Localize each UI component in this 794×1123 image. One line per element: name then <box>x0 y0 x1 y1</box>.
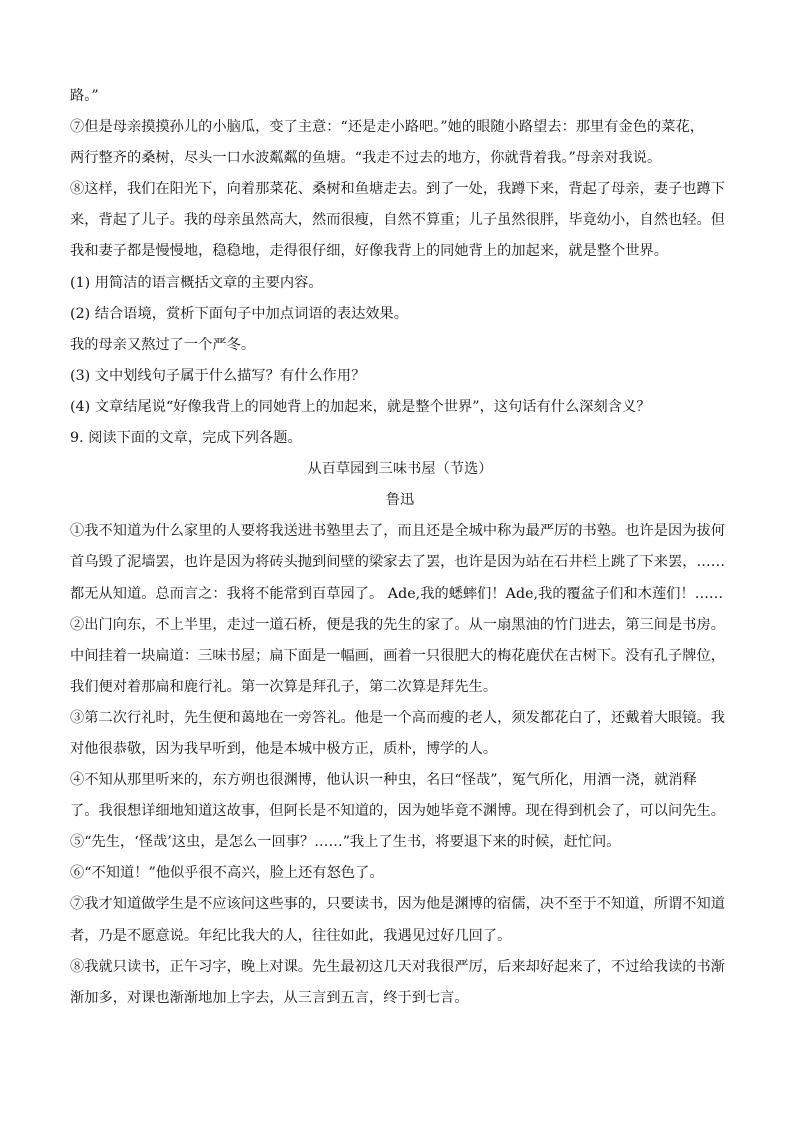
text-line: 对他很恭敬，因为我早听到，他是本城中极方正，质朴，博学的人。 <box>70 740 498 757</box>
text-line: 路。” <box>70 88 99 104</box>
text-line: 者，乃是不愿意说。年纪比我大的人，往往如此，我遇见过好几回了。 <box>70 927 512 944</box>
text-line: ②出门向东，不上半里，走过一道石桥，便是我的先生的家了。从一扇黑油的竹门进去，第三间是书房。 <box>70 616 725 633</box>
text-line: ⑧这样，我们在阳光下，向着那菜花、桑树和鱼塘走去。到了一处，我蹲下来，背起了母亲，妻子也蹲下 <box>70 181 725 198</box>
text-line: 中间挂着一块扁道：三味书屋；扁下面是一幅画，画着一只很肥大的梅花鹿伏在古树下。没有孔子牌位， <box>70 647 725 664</box>
text-line: 我和妻子都是慢慢地，稳稳地，走得很仔细，好像我背上的同她背上的加起来，就是整个世界。 <box>70 243 668 260</box>
text-line: ①我不知道为什么家里的人要将我送进书塾里去了，而且还是全城中称为最严厉的书塾。也许是因为拔何 <box>70 523 725 540</box>
question-1: (1) 用简洁的语言概括文章的主要内容。 <box>70 274 323 291</box>
article-author: 鲁迅 <box>385 492 415 509</box>
text-line: ⑦我才知道做学生是不应该问这些事的，只要读书，因为他是渊博的宿儒，决不至于不知道，所谓不知道 <box>70 896 725 913</box>
text-line: ④不知从那里听来的，东方朔也很渊博，他认识一种虫，名曰“怪哉”，冤气所化，用酒一浇，就消释 <box>70 772 697 789</box>
text-line: ⑦但是母亲摸摸孙儿的小脑瓜，变了主意：“还是走小路吧。”她的眼随小路望去：那里有金色的菜花， <box>70 119 704 136</box>
section-9-heading: 9. 阅读下面的文章，完成下列各题。 <box>70 430 302 447</box>
text-line: 都无从知道。总而言之：我将不能常到百草园了。 Ade,我的蟋蟀们！Ade,我的覆盆子们和木莲们！…… <box>70 585 724 602</box>
text-line: 首乌毁了泥墙罢，也许是因为将砖头抛到间壁的梁家去了罢，也许是因为站在石井栏上跳了下来罢，…… <box>70 554 725 571</box>
question-3: (3) 文中划线句子属于什么描写？有什么作用？ <box>70 367 366 384</box>
document-page <box>70 86 730 1019</box>
question-4: (4) 文章结尾说“好像我背上的同她背上的加起来，就是整个世界”，这句话有什么深刻含义？ <box>70 398 651 415</box>
question-2: (2) 结合语境，赏析下面句子中加点词语的表达效果。 <box>70 305 409 322</box>
text-line: ③第二次行礼时，先生便和蔼地在一旁答礼。他是一个高而瘦的老人，须发都花白了，还戴着大眼镜。我 <box>70 709 725 726</box>
text-line: 渐加多，对课也渐渐地加上字去，从三言到五言，终于到七言。 <box>70 989 469 1006</box>
text-line: 两行整齐的桑树，尽头一口水波粼粼的鱼塘。“我走不过去的地方，你就背着我。”母亲对我说。 <box>70 150 662 167</box>
article-title: 从百草园到三味书屋（节选） <box>307 461 493 478</box>
text-line: ⑥“不知道！”他似乎很不高兴，脸上还有怒色了。 <box>70 865 384 882</box>
text-line: 了。我很想详细地知道这故事，但阿长是不知道的，因为她毕竟不渊博。现在得到机会了，可以问先生。 <box>70 803 725 820</box>
text-line: 来，背起了儿子。我的母亲虽然高大，然而很瘦，自然不算重；儿子虽然很胖，毕竟幼小，自然也轻。但 <box>70 212 725 229</box>
quoted-sentence: 我的母亲又熬过了一个严冬。 <box>70 336 256 353</box>
text-line: ⑤“先生，‘怪哉’这虫，是怎么一回事？……”我上了生书，将要退下来的时候，赶忙问。 <box>70 834 621 851</box>
text-line: 我们便对着那扁和鹿行礼。第一次算是拜孔子，第二次算是拜先生。 <box>70 678 498 695</box>
text-line: ⑧我就只读书，正午习字，晚上对课。先生最初这几天对我很严厉，后来却好起来了，不过给我读的书渐 <box>70 958 725 975</box>
